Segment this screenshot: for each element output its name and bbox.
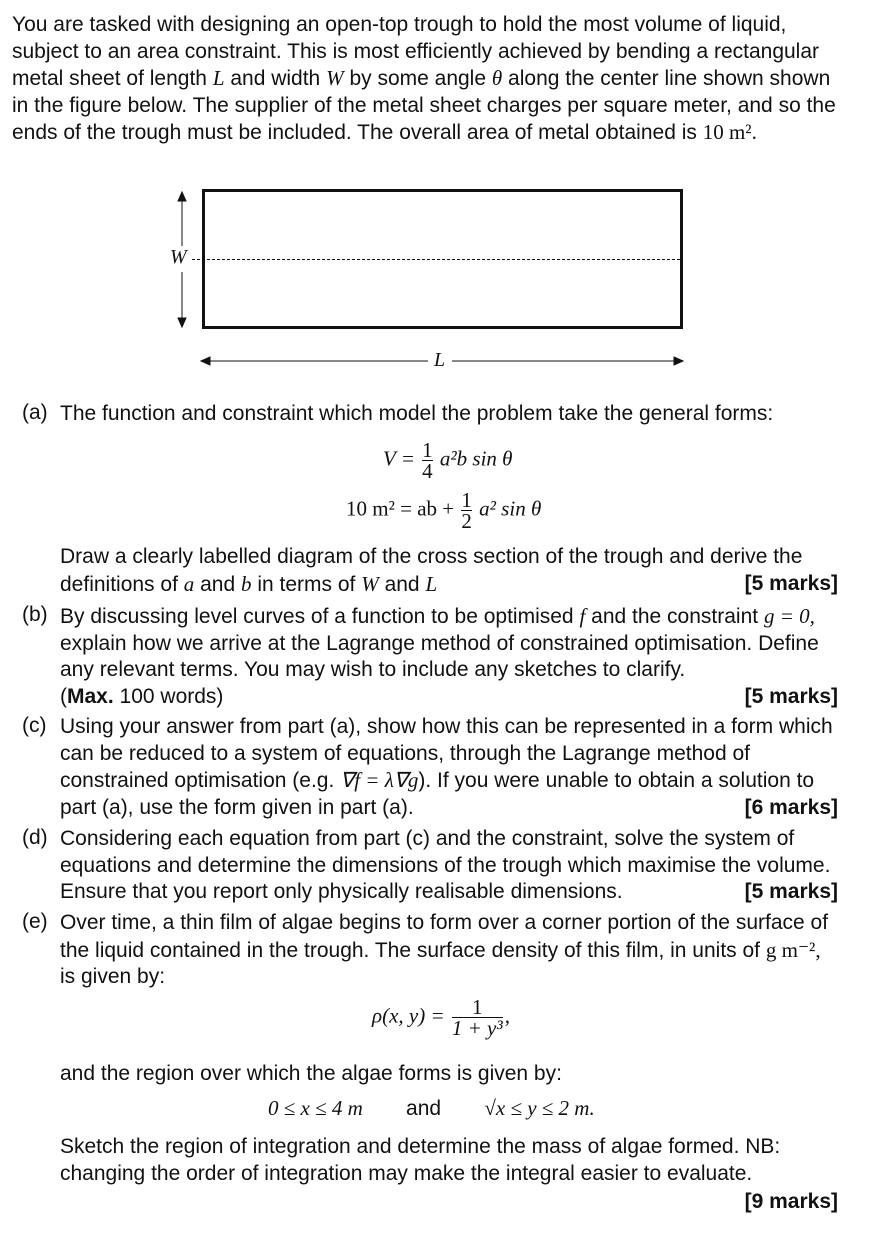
part-c-marks: [6 marks] (744, 795, 838, 819)
region-definition: 0 ≤ x ≤ 4 m and √x ≤ y ≤ 2 m. (268, 1096, 595, 1120)
part-e-intro: Over time, a thin film of algae begins to form over a corner portion of the surface of the liquid contained in the trough. The surface density of this film, in units of g m⁻², is given by: (60, 911, 829, 988)
part-b-marks: [5 marks] (744, 684, 838, 708)
region-intro: and the region over which the algae forms is given by: (60, 1062, 562, 1085)
part-e-body: Sketch the region of integration and determine the mass of algae formed. NB: changing the order of integration may make the integral easier to evaluate. (60, 1135, 781, 1185)
length-label: L (434, 349, 446, 371)
part-e-marks: [9 marks] (744, 1190, 838, 1213)
part-a-intro: The function and constraint which model the problem take the general forms: (60, 402, 774, 425)
part-a-body: Draw a clearly labelled diagram of the cross section of the trough and derive the definitions of a and b in terms of W and L [5 marks] (60, 545, 838, 596)
part-d-label: (d) (22, 826, 48, 849)
part-c-label: (c) (22, 714, 47, 737)
volume-equation: V = $\frac{1}{4}$ a²b sin θ (383, 438, 513, 483)
part-b-body: By discussing level curves of a function to be optimised f and the constraint g = 0, explain how we arrive at the Lagrange method of constrained optimisation. Define any relevant terms. You may wish to include any sketches to clarify. (Max. 100 words) [5 marks] (60, 603, 838, 710)
part-d-body: Considering each equation from part (c) and the constraint, solve the system of equations and determine the dimensions of the trough which maximise the volume. Ensure that you report only physically realisable dimensions. [5 marks] (60, 826, 838, 906)
width-label: W (170, 246, 187, 268)
constraint-equation: 10 m² = ab + $\frac{1}{2}$ a² sin θ (346, 488, 542, 533)
part-a-label: (a) (22, 401, 48, 424)
part-c-body: Using your answer from part (a), show how this can be represented in a form which can be reduced to a system of equations, through the Lagrange method of constrained optimisation (e.g. ∇f = λ∇g). If you were unable to obtain a solution to part (a), use the form given in part (a). [6 marks] (60, 714, 838, 821)
density-equation: ρ(x, y) = $\frac{1}{\text{1 + y³}}$ , (372, 995, 510, 1040)
part-e-label: (e) (22, 910, 48, 933)
part-a-marks: [5 marks] (744, 571, 838, 595)
part-b-label: (b) (22, 603, 48, 626)
dimension-arrows (0, 0, 878, 400)
part-d-marks: [5 marks] (744, 880, 838, 903)
intro-paragraph: You are tasked with designing an open-top trough to hold the most volume of liquid, subject to an area constraint. This is most efficiently achieved by bending a rectangular metal sheet of length L and width W by some angle θ along the center line shown shown in the figure below. The supplier of the metal sheet charges per square meter, and so the ends of the trough must be included. The overall area of metal obtained is 10 m². (12, 13, 836, 144)
